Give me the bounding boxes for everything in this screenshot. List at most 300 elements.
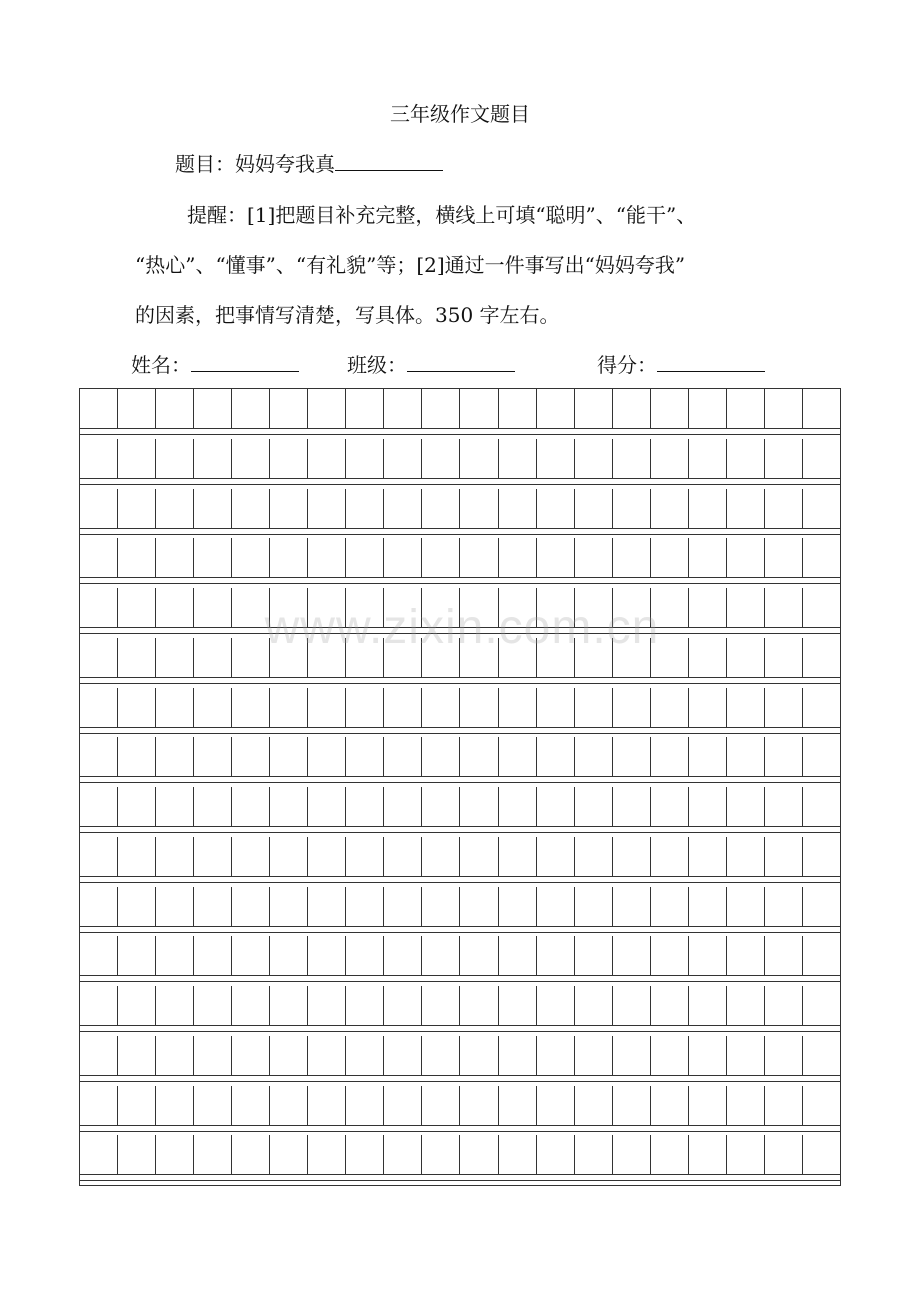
grid-cell[interactable] (499, 688, 537, 728)
grid-cell[interactable] (422, 986, 460, 1026)
grid-cell[interactable] (765, 737, 803, 777)
grid-cell[interactable] (613, 389, 651, 429)
grid-cell[interactable] (803, 1086, 840, 1126)
grid-cell[interactable] (270, 489, 308, 529)
grid-cell[interactable] (156, 986, 194, 1026)
grid-cell[interactable] (499, 588, 537, 628)
grid-cell[interactable] (765, 638, 803, 678)
grid-cell[interactable] (118, 737, 156, 777)
grid-cell[interactable] (346, 986, 384, 1026)
grid-cell[interactable] (80, 489, 118, 529)
grid-cell[interactable] (346, 688, 384, 728)
grid-cell[interactable] (194, 936, 232, 976)
grid-cell[interactable] (384, 688, 422, 728)
grid-cell[interactable] (308, 638, 346, 678)
grid-cell[interactable] (575, 787, 613, 827)
grid-cell[interactable] (689, 489, 727, 529)
grid-cell[interactable] (232, 538, 270, 578)
grid-cell[interactable] (689, 688, 727, 728)
grid-cell[interactable] (384, 538, 422, 578)
grid-cell[interactable] (727, 588, 765, 628)
grid-cell[interactable] (460, 837, 498, 877)
grid-cell[interactable] (232, 936, 270, 976)
grid-cell[interactable] (422, 538, 460, 578)
grid-cell[interactable] (537, 936, 575, 976)
grid-cell[interactable] (499, 936, 537, 976)
grid-cell[interactable] (346, 936, 384, 976)
grid-cell[interactable] (460, 389, 498, 429)
grid-cell[interactable] (537, 439, 575, 479)
grid-cell[interactable] (194, 439, 232, 479)
grid-cell[interactable] (460, 489, 498, 529)
grid-cell[interactable] (308, 787, 346, 827)
grid-cell[interactable] (308, 588, 346, 628)
grid-cell[interactable] (194, 538, 232, 578)
grid-cell[interactable] (651, 1036, 689, 1076)
grid-cell[interactable] (765, 489, 803, 529)
grid-cell[interactable] (346, 887, 384, 927)
grid-cell[interactable] (308, 837, 346, 877)
grid-cell[interactable] (194, 588, 232, 628)
grid-cell[interactable] (156, 1036, 194, 1076)
grid-cell[interactable] (270, 1086, 308, 1126)
grid-cell[interactable] (270, 986, 308, 1026)
grid-cell[interactable] (689, 439, 727, 479)
grid-cell[interactable] (460, 1135, 498, 1175)
grid-cell[interactable] (499, 389, 537, 429)
grid-cell[interactable] (651, 1135, 689, 1175)
grid-cell[interactable] (346, 538, 384, 578)
grid-cell[interactable] (270, 439, 308, 479)
grid-cell[interactable] (689, 538, 727, 578)
grid-cell[interactable] (270, 787, 308, 827)
grid-cell[interactable] (118, 638, 156, 678)
grid-cell[interactable] (80, 787, 118, 827)
grid-cell[interactable] (346, 439, 384, 479)
grid-cell[interactable] (156, 588, 194, 628)
grid-cell[interactable] (613, 887, 651, 927)
grid-cell[interactable] (156, 538, 194, 578)
grid-cell[interactable] (651, 439, 689, 479)
grid-cell[interactable] (727, 1036, 765, 1076)
grid-cell[interactable] (270, 737, 308, 777)
grid-cell[interactable] (803, 389, 840, 429)
grid-cell[interactable] (499, 489, 537, 529)
grid-cell[interactable] (613, 837, 651, 877)
grid-cell[interactable] (499, 538, 537, 578)
grid-cell[interactable] (651, 837, 689, 877)
grid-cell[interactable] (460, 737, 498, 777)
grid-cell[interactable] (499, 1086, 537, 1126)
grid-cell[interactable] (308, 1135, 346, 1175)
name-blank[interactable] (191, 353, 299, 372)
grid-cell[interactable] (765, 986, 803, 1026)
grid-cell[interactable] (765, 439, 803, 479)
grid-cell[interactable] (765, 837, 803, 877)
grid-cell[interactable] (613, 737, 651, 777)
grid-cell[interactable] (460, 1086, 498, 1126)
grid-cell[interactable] (346, 1135, 384, 1175)
grid-cell[interactable] (499, 787, 537, 827)
grid-cell[interactable] (232, 688, 270, 728)
grid-cell[interactable] (80, 1086, 118, 1126)
grid-cell[interactable] (613, 588, 651, 628)
grid-cell[interactable] (613, 439, 651, 479)
grid-cell[interactable] (499, 837, 537, 877)
grid-cell[interactable] (689, 1135, 727, 1175)
grid-cell[interactable] (80, 986, 118, 1026)
grid-cell[interactable] (80, 837, 118, 877)
grid-cell[interactable] (803, 688, 840, 728)
grid-cell[interactable] (118, 787, 156, 827)
grid-cell[interactable] (499, 1036, 537, 1076)
grid-cell[interactable] (689, 1036, 727, 1076)
grid-cell[interactable] (156, 1135, 194, 1175)
grid-cell[interactable] (727, 439, 765, 479)
grid-cell[interactable] (499, 439, 537, 479)
grid-cell[interactable] (422, 887, 460, 927)
grid-cell[interactable] (765, 936, 803, 976)
grid-cell[interactable] (118, 588, 156, 628)
grid-cell[interactable] (346, 737, 384, 777)
grid-cell[interactable] (384, 389, 422, 429)
grid-cell[interactable] (156, 737, 194, 777)
grid-cell[interactable] (232, 1086, 270, 1126)
grid-cell[interactable] (270, 638, 308, 678)
grid-cell[interactable] (270, 389, 308, 429)
grid-cell[interactable] (308, 489, 346, 529)
grid-cell[interactable] (384, 837, 422, 877)
grid-cell[interactable] (270, 887, 308, 927)
grid-cell[interactable] (422, 1036, 460, 1076)
grid-cell[interactable] (156, 489, 194, 529)
grid-cell[interactable] (727, 887, 765, 927)
grid-cell[interactable] (422, 1086, 460, 1126)
grid-cell[interactable] (575, 1135, 613, 1175)
grid-cell[interactable] (384, 1036, 422, 1076)
grid-cell[interactable] (537, 638, 575, 678)
grid-cell[interactable] (575, 1086, 613, 1126)
grid-cell[interactable] (194, 638, 232, 678)
grid-cell[interactable] (689, 737, 727, 777)
grid-cell[interactable] (499, 986, 537, 1026)
grid-cell[interactable] (689, 588, 727, 628)
grid-cell[interactable] (575, 489, 613, 529)
grid-cell[interactable] (156, 1086, 194, 1126)
grid-cell[interactable] (727, 936, 765, 976)
grid-cell[interactable] (118, 837, 156, 877)
grid-cell[interactable] (499, 638, 537, 678)
grid-cell[interactable] (232, 588, 270, 628)
grid-cell[interactable] (156, 688, 194, 728)
grid-cell[interactable] (689, 837, 727, 877)
grid-cell[interactable] (575, 936, 613, 976)
grid-cell[interactable] (80, 638, 118, 678)
grid-cell[interactable] (689, 1086, 727, 1126)
grid-cell[interactable] (80, 1036, 118, 1076)
grid-cell[interactable] (460, 787, 498, 827)
grid-cell[interactable] (308, 887, 346, 927)
grid-cell[interactable] (232, 737, 270, 777)
grid-cell[interactable] (613, 936, 651, 976)
grid-cell[interactable] (499, 1135, 537, 1175)
grid-cell[interactable] (422, 787, 460, 827)
grid-cell[interactable] (194, 986, 232, 1026)
grid-cell[interactable] (575, 439, 613, 479)
grid-cell[interactable] (80, 389, 118, 429)
grid-cell[interactable] (689, 787, 727, 827)
grid-cell[interactable] (537, 1135, 575, 1175)
grid-cell[interactable] (232, 837, 270, 877)
grid-cell[interactable] (537, 538, 575, 578)
grid-cell[interactable] (537, 688, 575, 728)
grid-cell[interactable] (651, 688, 689, 728)
grid-cell[interactable] (346, 837, 384, 877)
grid-cell[interactable] (308, 936, 346, 976)
grid-cell[interactable] (346, 389, 384, 429)
grid-cell[interactable] (727, 489, 765, 529)
grid-cell[interactable] (194, 688, 232, 728)
grid-cell[interactable] (689, 986, 727, 1026)
grid-cell[interactable] (460, 688, 498, 728)
grid-cell[interactable] (803, 737, 840, 777)
grid-cell[interactable] (765, 688, 803, 728)
grid-cell[interactable] (308, 737, 346, 777)
grid-cell[interactable] (384, 787, 422, 827)
grid-cell[interactable] (803, 588, 840, 628)
grid-cell[interactable] (727, 787, 765, 827)
grid-cell[interactable] (537, 1086, 575, 1126)
grid-cell[interactable] (346, 1086, 384, 1126)
grid-cell[interactable] (765, 887, 803, 927)
grid-cell[interactable] (232, 489, 270, 529)
grid-cell[interactable] (613, 538, 651, 578)
grid-cell[interactable] (803, 638, 840, 678)
grid-cell[interactable] (232, 389, 270, 429)
grid-cell[interactable] (803, 787, 840, 827)
grid-cell[interactable] (118, 688, 156, 728)
grid-cell[interactable] (270, 936, 308, 976)
grid-cell[interactable] (346, 1036, 384, 1076)
grid-cell[interactable] (575, 389, 613, 429)
grid-cell[interactable] (346, 489, 384, 529)
grid-cell[interactable] (803, 887, 840, 927)
grid-cell[interactable] (460, 1036, 498, 1076)
grid-cell[interactable] (537, 887, 575, 927)
grid-cell[interactable] (80, 439, 118, 479)
grid-cell[interactable] (118, 1086, 156, 1126)
grid-cell[interactable] (575, 638, 613, 678)
grid-cell[interactable] (270, 588, 308, 628)
grid-cell[interactable] (308, 688, 346, 728)
grid-cell[interactable] (803, 936, 840, 976)
grid-cell[interactable] (460, 936, 498, 976)
grid-cell[interactable] (803, 1036, 840, 1076)
grid-cell[interactable] (270, 1036, 308, 1076)
grid-cell[interactable] (384, 638, 422, 678)
grid-cell[interactable] (803, 538, 840, 578)
grid-cell[interactable] (803, 1135, 840, 1175)
grid-cell[interactable] (575, 688, 613, 728)
grid-cell[interactable] (537, 588, 575, 628)
grid-cell[interactable] (118, 1036, 156, 1076)
grid-cell[interactable] (384, 489, 422, 529)
grid-cell[interactable] (613, 1036, 651, 1076)
grid-cell[interactable] (499, 737, 537, 777)
grid-cell[interactable] (422, 439, 460, 479)
grid-cell[interactable] (270, 837, 308, 877)
grid-cell[interactable] (156, 638, 194, 678)
grid-cell[interactable] (384, 936, 422, 976)
grid-cell[interactable] (308, 1036, 346, 1076)
grid-cell[interactable] (232, 638, 270, 678)
grid-cell[interactable] (118, 538, 156, 578)
grid-cell[interactable] (384, 439, 422, 479)
grid-cell[interactable] (651, 638, 689, 678)
grid-cell[interactable] (727, 688, 765, 728)
grid-cell[interactable] (765, 1135, 803, 1175)
grid-cell[interactable] (422, 638, 460, 678)
grid-cell[interactable] (460, 588, 498, 628)
grid-cell[interactable] (727, 389, 765, 429)
grid-cell[interactable] (422, 936, 460, 976)
grid-cell[interactable] (118, 887, 156, 927)
grid-cell[interactable] (613, 986, 651, 1026)
grid-cell[interactable] (80, 936, 118, 976)
grid-cell[interactable] (765, 1086, 803, 1126)
grid-cell[interactable] (575, 986, 613, 1026)
grid-cell[interactable] (232, 1036, 270, 1076)
grid-cell[interactable] (765, 1036, 803, 1076)
grid-cell[interactable] (118, 1135, 156, 1175)
grid-cell[interactable] (537, 389, 575, 429)
grid-cell[interactable] (156, 887, 194, 927)
grid-cell[interactable] (651, 489, 689, 529)
grid-cell[interactable] (613, 638, 651, 678)
grid-cell[interactable] (727, 1135, 765, 1175)
grid-cell[interactable] (727, 837, 765, 877)
grid-cell[interactable] (308, 1086, 346, 1126)
grid-cell[interactable] (156, 837, 194, 877)
grid-cell[interactable] (80, 1135, 118, 1175)
grid-cell[interactable] (118, 489, 156, 529)
grid-cell[interactable] (460, 439, 498, 479)
grid-cell[interactable] (308, 389, 346, 429)
grid-cell[interactable] (765, 389, 803, 429)
grid-cell[interactable] (194, 787, 232, 827)
grid-cell[interactable] (422, 489, 460, 529)
grid-cell[interactable] (765, 787, 803, 827)
grid-cell[interactable] (422, 837, 460, 877)
grid-cell[interactable] (308, 439, 346, 479)
grid-cell[interactable] (727, 1086, 765, 1126)
grid-cell[interactable] (613, 1086, 651, 1126)
grid-cell[interactable] (422, 389, 460, 429)
grid-cell[interactable] (727, 638, 765, 678)
grid-cell[interactable] (346, 588, 384, 628)
grid-cell[interactable] (575, 588, 613, 628)
grid-cell[interactable] (727, 737, 765, 777)
grid-cell[interactable] (575, 737, 613, 777)
grid-cell[interactable] (384, 588, 422, 628)
grid-cell[interactable] (346, 787, 384, 827)
grid-cell[interactable] (118, 439, 156, 479)
grid-cell[interactable] (613, 489, 651, 529)
grid-cell[interactable] (651, 986, 689, 1026)
grid-cell[interactable] (537, 837, 575, 877)
grid-cell[interactable] (422, 1135, 460, 1175)
grid-cell[interactable] (803, 489, 840, 529)
grid-cell[interactable] (575, 538, 613, 578)
grid-cell[interactable] (384, 986, 422, 1026)
grid-cell[interactable] (460, 538, 498, 578)
grid-cell[interactable] (270, 1135, 308, 1175)
grid-cell[interactable] (613, 688, 651, 728)
grid-cell[interactable] (194, 887, 232, 927)
grid-cell[interactable] (80, 737, 118, 777)
grid-cell[interactable] (346, 638, 384, 678)
grid-cell[interactable] (422, 588, 460, 628)
grid-cell[interactable] (651, 936, 689, 976)
score-blank[interactable] (657, 353, 765, 372)
grid-cell[interactable] (727, 538, 765, 578)
grid-cell[interactable] (803, 439, 840, 479)
grid-cell[interactable] (118, 936, 156, 976)
grid-cell[interactable] (156, 936, 194, 976)
grid-cell[interactable] (156, 439, 194, 479)
grid-cell[interactable] (232, 439, 270, 479)
grid-cell[interactable] (537, 986, 575, 1026)
grid-cell[interactable] (575, 837, 613, 877)
grid-cell[interactable] (384, 1086, 422, 1126)
grid-cell[interactable] (651, 1086, 689, 1126)
grid-cell[interactable] (80, 588, 118, 628)
grid-cell[interactable] (651, 887, 689, 927)
grid-cell[interactable] (537, 787, 575, 827)
grid-cell[interactable] (689, 936, 727, 976)
grid-cell[interactable] (613, 1135, 651, 1175)
grid-cell[interactable] (194, 1086, 232, 1126)
grid-cell[interactable] (80, 887, 118, 927)
grid-cell[interactable] (422, 688, 460, 728)
grid-cell[interactable] (765, 588, 803, 628)
grid-cell[interactable] (651, 538, 689, 578)
grid-cell[interactable] (194, 389, 232, 429)
grid-cell[interactable] (156, 787, 194, 827)
grid-cell[interactable] (270, 538, 308, 578)
grid-cell[interactable] (384, 887, 422, 927)
grid-cell[interactable] (194, 1135, 232, 1175)
grid-cell[interactable] (80, 688, 118, 728)
grid-cell[interactable] (727, 986, 765, 1026)
grid-cell[interactable] (232, 986, 270, 1026)
grid-cell[interactable] (232, 887, 270, 927)
grid-cell[interactable] (575, 1036, 613, 1076)
grid-cell[interactable] (689, 887, 727, 927)
grid-cell[interactable] (384, 737, 422, 777)
grid-cell[interactable] (803, 986, 840, 1026)
grid-cell[interactable] (651, 737, 689, 777)
grid-cell[interactable] (537, 737, 575, 777)
grid-cell[interactable] (651, 787, 689, 827)
grid-cell[interactable] (460, 887, 498, 927)
grid-cell[interactable] (308, 986, 346, 1026)
grid-cell[interactable] (499, 887, 537, 927)
grid-cell[interactable] (232, 787, 270, 827)
grid-cell[interactable] (765, 538, 803, 578)
class-blank[interactable] (407, 353, 515, 372)
grid-cell[interactable] (803, 837, 840, 877)
